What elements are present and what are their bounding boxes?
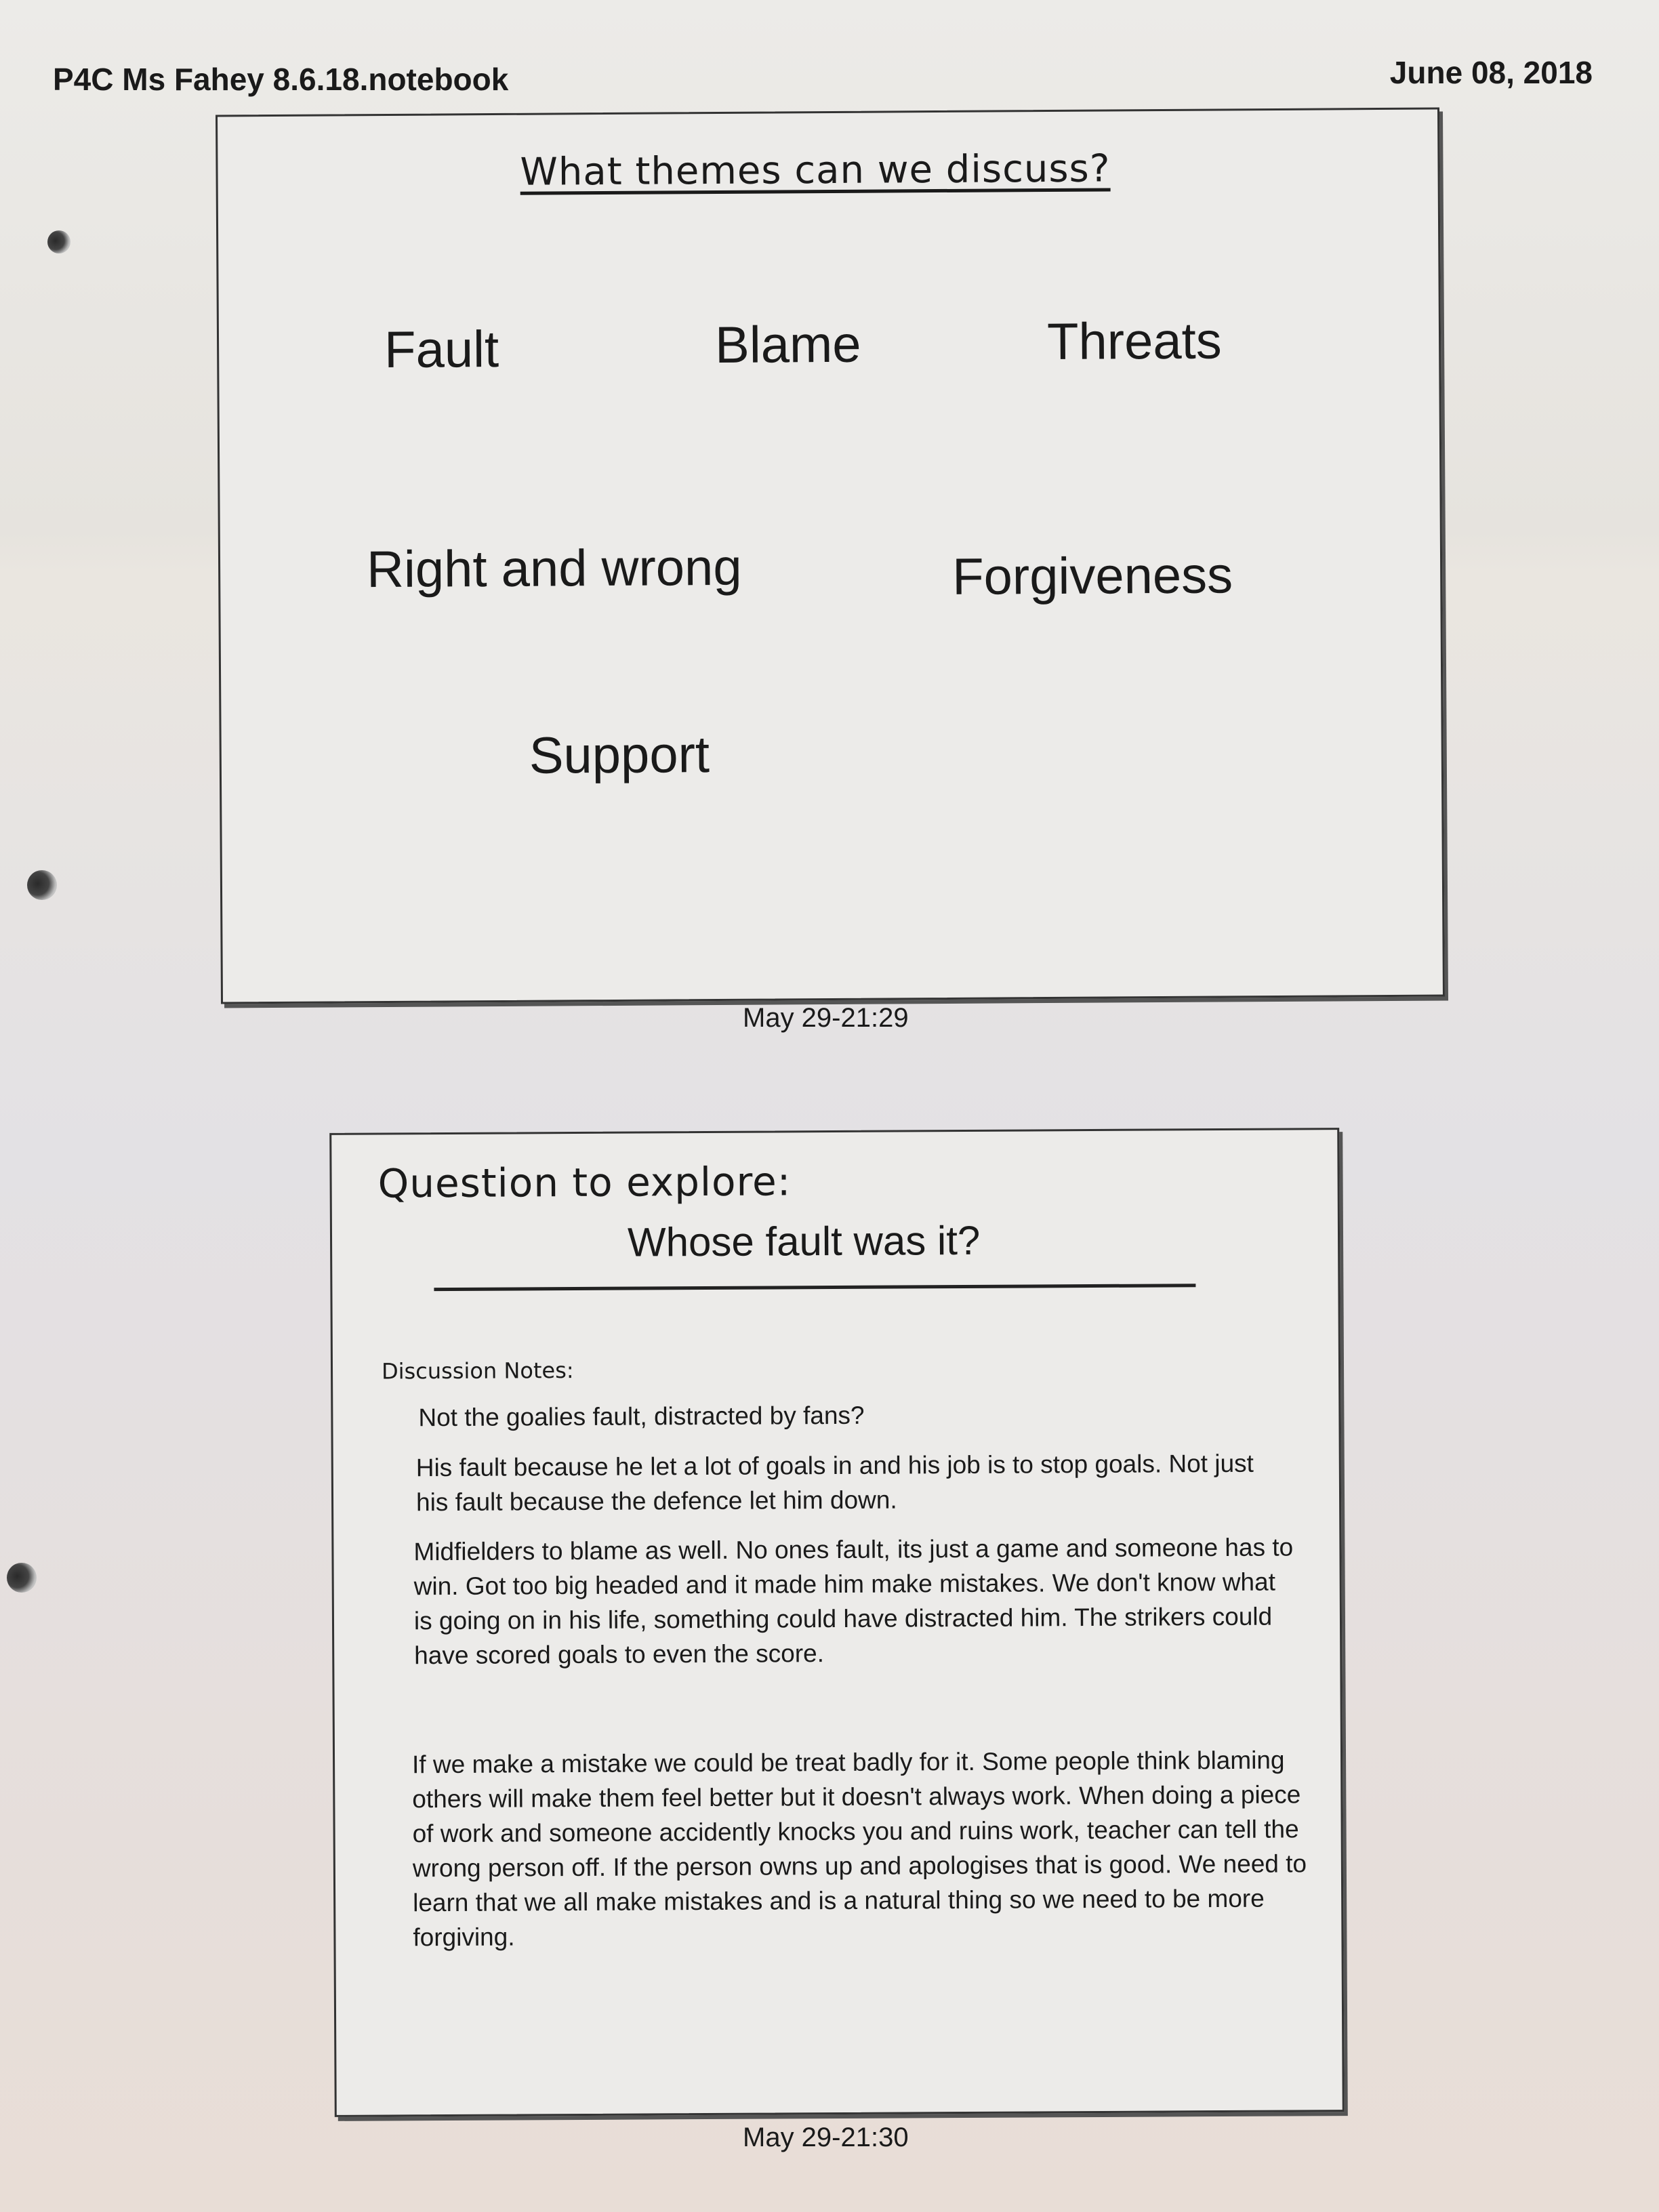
punch-hole-top — [47, 230, 70, 253]
note-paragraph: Midfielders to blame as well. No ones fault, its just a game and someone has to win. Got too big headed and it made him make mistakes. We don't know what is going on in his life, something could have distracted him. The strikers could have scored goals to even the score. — [413, 1533, 1294, 1670]
note-paragraph: If we make a mistake we could be treat badly for it. Some people think blaming others will make them feel better but it doesn't always work. When doing a piece of work and someone accidently knocks you and ruins work, teacher can tell the wrong person off. If the person owns up and apologises that is good. We need to learn that we all make mistakes and is a natural thing so we need to be more forgiving. — [411, 1746, 1307, 1952]
theme-threats: Threats — [1046, 312, 1222, 371]
theme-support: Support — [529, 726, 710, 785]
theme-forgiveness: Forgiveness — [951, 546, 1233, 606]
notebook-title: P4C Ms Fahey 8.6.18.notebook — [53, 62, 509, 97]
slide-timestamp: May 29-21:30 — [743, 2123, 909, 2152]
slide-question — [329, 1128, 1345, 2117]
punch-hole-bottom — [7, 1563, 37, 1593]
divider-line — [434, 1284, 1195, 1291]
slide-title: What themes can we discuss? — [520, 146, 1111, 194]
question-label: Question to explore: — [377, 1158, 792, 1207]
slide-timestamp: May 29-21:29 — [743, 1003, 909, 1033]
theme-right-and-wrong: Right and wrong — [366, 538, 742, 599]
question-text: Whose fault was it? — [627, 1217, 981, 1265]
theme-fault: Fault — [384, 320, 499, 380]
note-paragraph: Not the goalies fault, distracted by fans? — [418, 1401, 865, 1432]
slide-themes — [216, 107, 1445, 1004]
notes-label: Discussion Notes: — [381, 1357, 574, 1385]
punch-hole-middle — [27, 870, 57, 900]
theme-blame: Blame — [714, 315, 861, 375]
note-paragraph: His fault because he let a lot of goals in and his job is to stop goals. Not just his fault because the defence let him down. — [415, 1449, 1254, 1517]
print-date: June 08, 2018 — [1389, 55, 1593, 90]
